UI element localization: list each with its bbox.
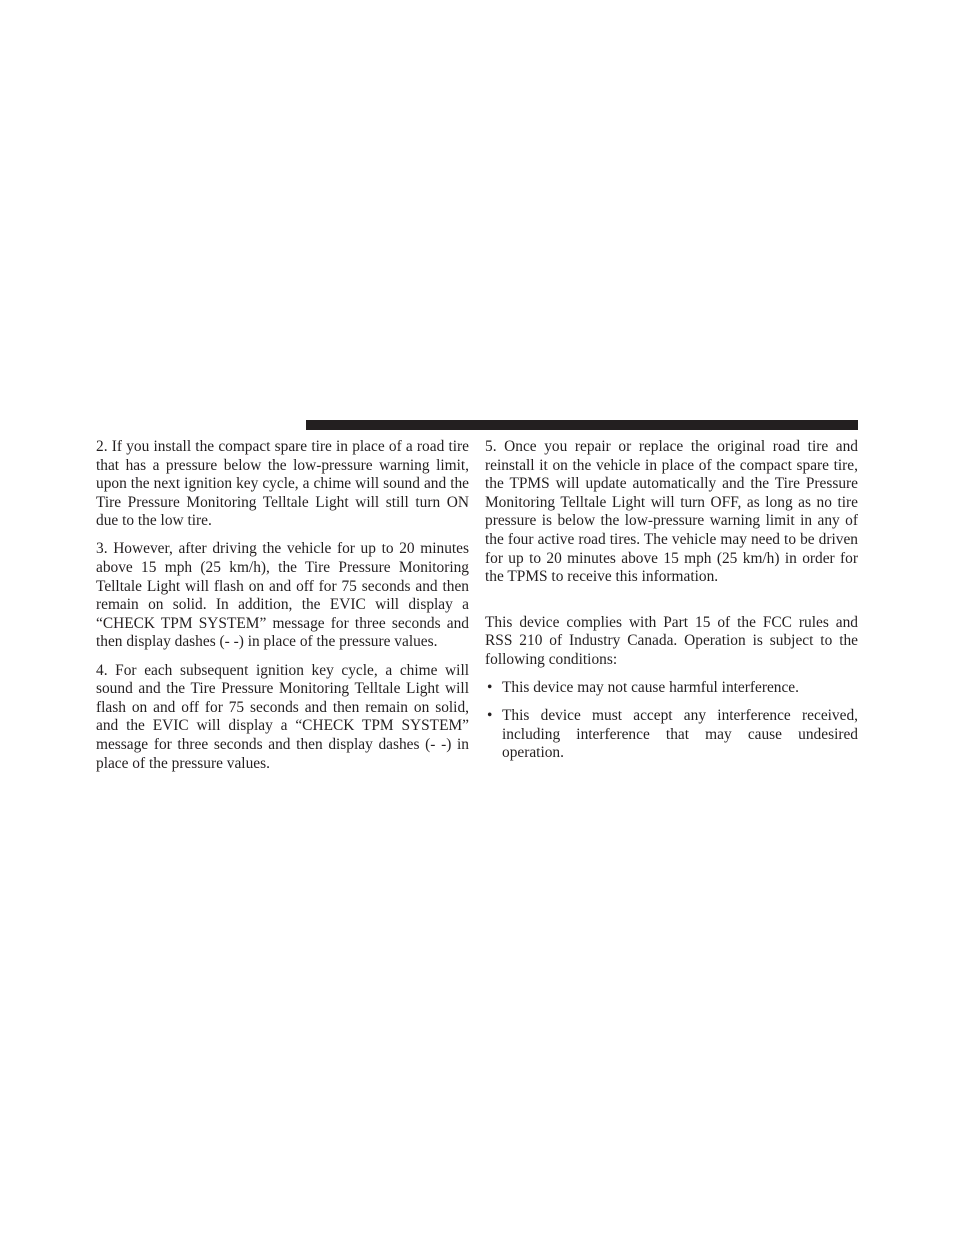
header-rule-bar (306, 420, 858, 430)
bullet-icon: • (487, 679, 493, 697)
paragraph-step-4: 4. For each subsequent ignition key cycle, a chime will sound and the Tire Pressure Monitoring Telltale Light will flash on and off for 75 seconds and then remain on solid, and the EVIC will display a “CHECK TPM SYSTEM” message for three seconds and then display dashes (- -) in place of the pressure values. (96, 661, 469, 772)
paragraph-step-3: 3. However, after driving the vehicle for up to 20 minutes above 15 mph (25 km/h), the Tire Pressure Monitoring Telltale Light will flash on and off for 75 seconds and then remain on solid. In addition, the EVIC will display a “CHECK TPM SYSTEM” message for three seconds and then display dashes (- -) in place of the pressure values. (96, 540, 469, 651)
list-item (485, 679, 858, 698)
paragraph-fcc-compliance: This device complies with Part 15 of the FCC rules and RSS 210 of Industry Canada. Operation is subject to the following conditions: (485, 613, 858, 668)
bullet-icon: • (487, 707, 493, 725)
right-column (485, 438, 858, 772)
left-column (96, 438, 469, 783)
list-item (485, 707, 858, 763)
list-item-text: This device may not cause harmful interference. (502, 679, 799, 697)
paragraph-step-2: 2. If you install the compact spare tire in place of a road tire that has a pressure below the low-pressure warning limit, upon the next ignition key cycle, a chime will sound and the Tire Pressure Monitoring Telltale Light will still turn ON due to the low tire. (96, 438, 469, 530)
list-item-text: This device must accept any interference received, including interference that may cause undesired operation. (502, 707, 858, 762)
conditions-list (485, 679, 858, 763)
paragraph-step-5: 5. Once you repair or replace the original road tire and reinstall it on the vehicle in place of the compact spare tire, the TPMS will update automatically and the Tire Pressure Monitoring Telltale Light will turn OFF, as long as no tire pressure is below the low-pressure warning limit in any of the four active road tires. The vehicle may need to be driven for up to 20 minutes above 15 mph (25 km/h) in order for the TPMS to receive this information. (485, 438, 858, 586)
